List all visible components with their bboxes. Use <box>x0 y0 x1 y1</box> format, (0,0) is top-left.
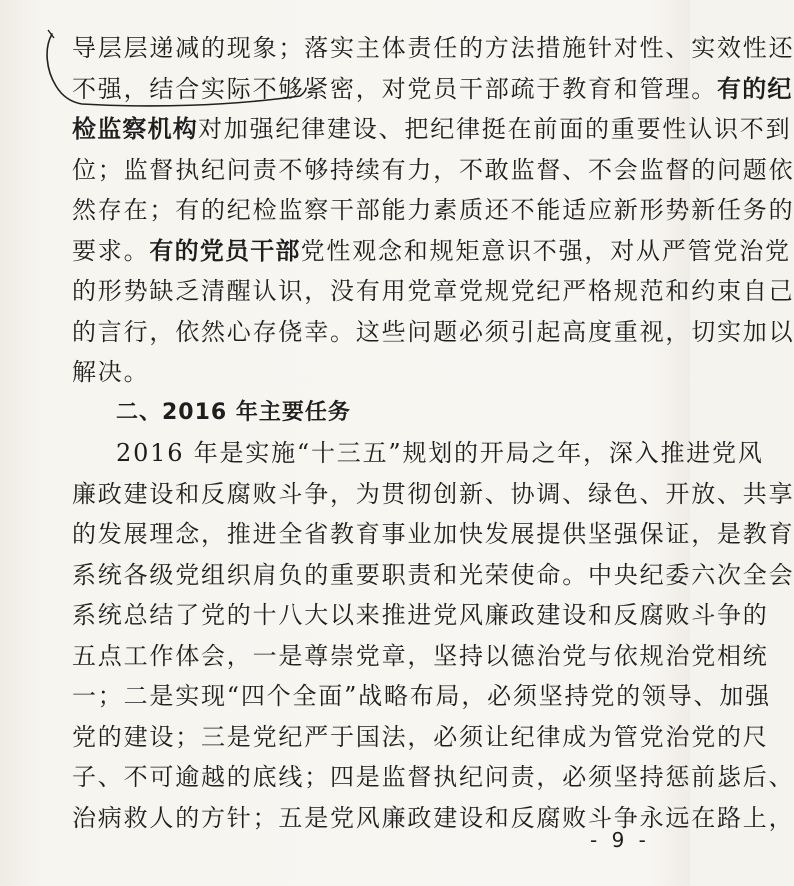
text-run: 然存在；有的纪检监察干部能力素质还不能适应新形势新任务的 <box>72 196 794 224</box>
text-line <box>72 231 791 272</box>
bold-text-run: 检监察机构 <box>72 115 198 143</box>
text-line <box>72 312 794 353</box>
text-line <box>72 150 794 191</box>
text-run: 要求。 <box>72 236 150 265</box>
bold-text-run: 有的党员干部 <box>149 236 301 265</box>
text-run: 的言行，依然心存侥幸。这些问题必须引起高度重视，切实加以 <box>72 317 794 346</box>
text-line: 2016 年是实施“十三五”规划的开局之年，深入推进党风 <box>116 439 764 467</box>
text-line: 系统总结了党的十八大以来推进党风廉政建设和反腐败斗争的 <box>72 601 769 629</box>
text-line: 治病救人的方针；五是党风廉政建设和反腐败斗争永远在路上， <box>72 803 794 832</box>
bold-text-run: 有的纪 <box>717 74 793 103</box>
text-line <box>72 69 793 110</box>
document-body <box>72 28 794 838</box>
text-run: 的形势缺乏清醒认识，没有用党章党规党纪严格规范和约束自己 <box>72 277 794 305</box>
paragraph-continuation <box>72 28 794 393</box>
paragraph-main-tasks <box>72 433 794 838</box>
text-line <box>72 28 794 69</box>
text-run: 解决。 <box>72 358 150 386</box>
text-line <box>72 109 792 150</box>
text-line: 党的建设；三是党纪严于国法，必须让纪律成为管党治党的尺 <box>72 722 769 751</box>
text-line: 廉政建设和反腐败斗争，为贯彻创新、协调、绿色、开放、共享 <box>72 479 794 508</box>
text-run: 导层层递减的现象；落实主体责任的方法措施针对性、实效性还 <box>72 34 794 62</box>
text-run: 位；监督执纪问责不够持续有力，不敢监督、不会监督的问题依 <box>72 155 794 184</box>
text-line: 五点工作体会，一是尊崇党章，坚持以德治党与依规治党相统 <box>72 641 769 670</box>
text-run: 党性观念和规矩意识不强，对从严管党治党 <box>300 236 791 265</box>
page-number: - 9 - <box>590 828 650 852</box>
text-run: 对加强纪律建设、把纪律挺在前面的重要性认识不到 <box>198 115 792 143</box>
text-line <box>72 352 632 393</box>
text-line <box>72 271 794 312</box>
text-line: 系统各级党组织肩负的重要职责和光荣使命。中央纪委六次全会 <box>72 560 794 589</box>
text-run: 不强，结合实际不够紧密，对党员干部疏于教育和管理。 <box>72 74 717 103</box>
section-heading: 二、2016 年主要任务 <box>116 399 351 425</box>
text-line: 子、不可逾越的底线；四是监督执纪问责，必须坚持惩前毖后、 <box>72 763 794 791</box>
text-line: 一；二是实现“四个全面”战略布局，必须坚持党的领导、加强 <box>72 682 771 710</box>
text-line <box>72 190 794 231</box>
text-line: 的发展理念，推进全省教育事业加快发展提供坚强保证，是教育 <box>72 520 794 548</box>
